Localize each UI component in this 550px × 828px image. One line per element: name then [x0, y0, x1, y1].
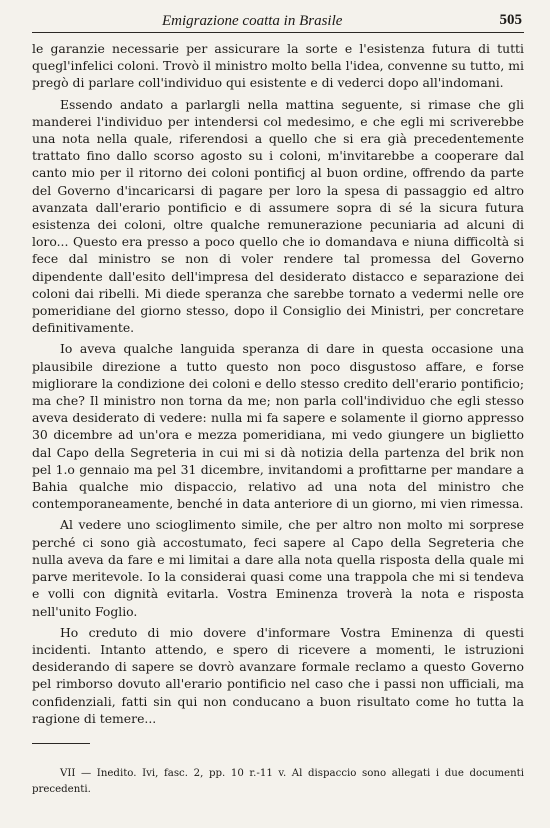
paragraph-3: Io aveva qualche languida speranza di dare in questa occasione una plausibile direzione a tutto questo non poco disgustoso affare, e forse migliorare la condizione dei coloni e dello stesso credito dell'erario pontificio; ma che? Il ministro non torna da me; non parla coll'individuo che egli stesso aveva desiderato di vedere: nulla mi fa sapere e solamente il giorno appresso 30 dicembre ad un'ora e mezza pomeridiana, mi vedo giungere un biglietto dal Capo della Segreteria in cui mi si dà notizia della partenza del brik non pel 1.o gennaio ma pel 31 dicembre, invitandomi a profittarne per mandare a Bahia qualche mio dispaccio, relativo ad una nota del ministro che contemporaneamente, benché in data anteriore di un giorno, mi vien rimessa. [32, 341, 524, 512]
body-text [32, 40, 524, 727]
paragraph-2: Essendo andato a parlargli nella mattina seguente, si rimase che gli manderei l'individuo per intendersi col medesimo, e che egli mi scriverebbe una nota nella quale, riferendosi a quello che si era già precedentemente trattato fino dallo scorso agosto su i coloni, m'invitarebbe a cooperare dal canto mio per il ritorno dei coloni pontificj al buon ordine, offrendo da parte del Governo d'incaricarsi di pagare per loro la spesa di passaggio ed altro avanzata dall'erario pontificio e di assumere sopra di sé la sicura futura esistenza dei coloni, oltre qualche remunerazione pecuniaria ad alcuni di loro... Questo era presso a poco quello che io domandava e niuna difficoltà si fece dal ministro se non di voler rendere tal promessa del Governo dipendente dall'esito dell'impresa del desiderato distacco e separazione dei coloni dai ribelli. Mi diede speranza che sarebbe tornato a vedermi nelle ore pomeridiane del giorno stesso, dopo il Consiglio dei Ministri, per concretare definitivamente. [32, 96, 524, 336]
footnote-divider [32, 743, 90, 744]
document-page [32, 10, 524, 795]
paragraph-1: le garanzie necessarie per assicurare la sorte e l'esistenza futura di tutti quegl'infelici coloni. Trovò il ministro molto bella l'idea, convenne su tutto, mi pregò di parlare coll'individuo qui esistente e di vederci dopo all'indomani. [32, 41, 524, 91]
running-title: Emigrazione coatta in Brasile [162, 13, 343, 29]
footnote: VII — Inedito. Ivi, fasc. 2, pp. 10 r.-11 v. Al dispaccio sono allegati i due documenti precedenti. [32, 768, 524, 795]
page-header [32, 10, 524, 33]
paragraph-4: Al vedere uno scioglimento simile, che per altro non molto mi sorprese perché ci sono già accostumato, feci sapere al Capo della Segreteria che nulla aveva da fare e mi limitai a dare alla nota quella risposta della quale mi parve meritevole. Io la considerai quasi come una trappola che mi si tendeva e volli con dignità evitarla. Vostra Eminenza troverà la nota e risposta nell'unito Foglio. [32, 517, 524, 619]
paragraph-5: Ho creduto di mio dovere d'informare Vostra Eminenza di questi incidenti. Intanto attendo, e spero di ricevere a momenti, le istruzioni desiderando di sapere se dovrò avanzare formale reclamo a questo Governo pel rimborso dovuto all'erario pontificio nel caso che i passi non ufficiali, ma confidenziali, fatti sin qui non conducano a buon risultato come ho tutta la ragione di temere... [32, 624, 524, 726]
page-number: 505 [499, 12, 522, 28]
